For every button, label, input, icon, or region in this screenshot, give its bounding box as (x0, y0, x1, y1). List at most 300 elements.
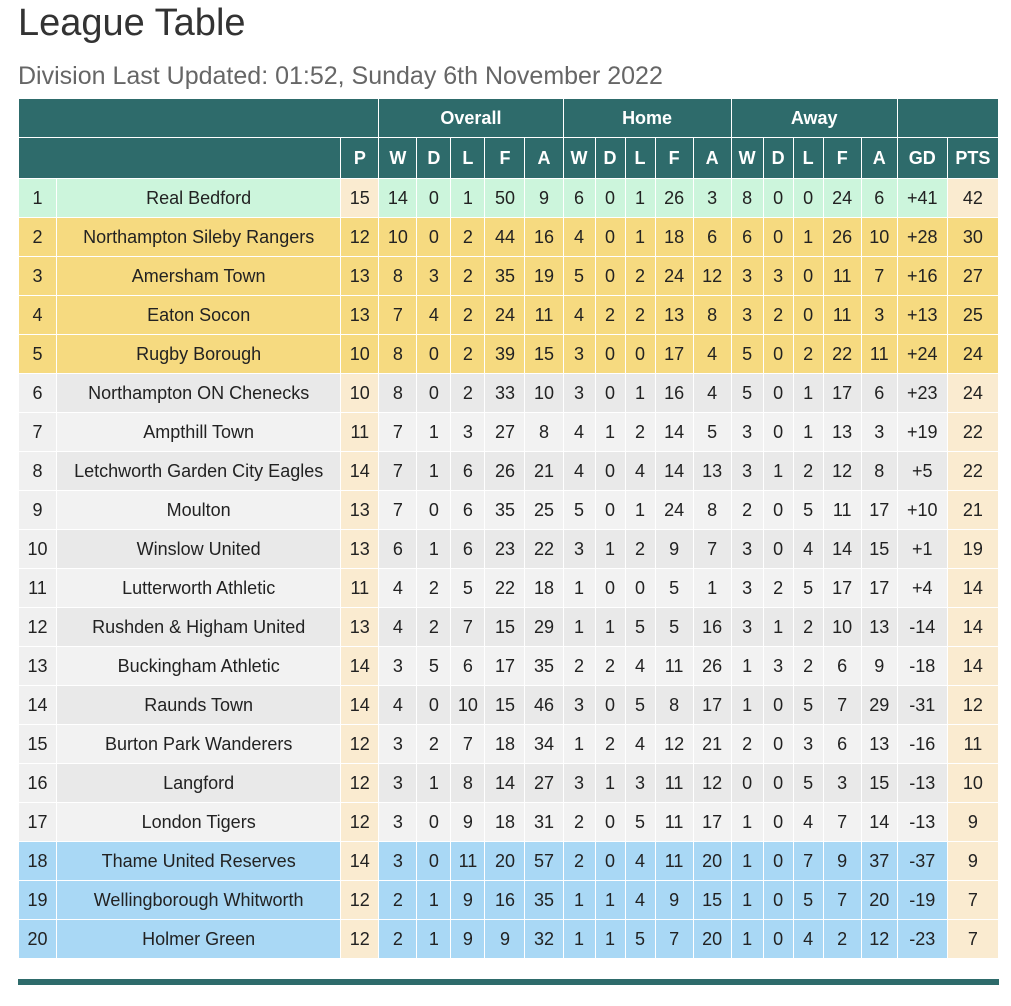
stat-cell-pts: 12 (947, 686, 998, 725)
stat-cell-away-a: 13 (861, 725, 897, 764)
stat-cell-home-d: 1 (595, 881, 625, 920)
column-header-home-a: A (693, 138, 731, 179)
stat-cell-overall-d: 1 (417, 881, 451, 920)
position-cell: 19 (19, 881, 57, 920)
stat-cell-gd: +1 (897, 530, 947, 569)
stat-cell-pts: 14 (947, 569, 998, 608)
stat-cell-away-a: 6 (861, 179, 897, 218)
stat-cell-overall-f: 15 (485, 608, 525, 647)
position-cell: 5 (19, 335, 57, 374)
stat-cell-overall-l: 7 (451, 725, 485, 764)
page-title: League Table (18, 2, 246, 44)
table-row (19, 569, 999, 608)
stat-cell-home-a: 4 (693, 335, 731, 374)
stat-cell-away-d: 0 (763, 920, 793, 959)
stat-cell-away-w: 8 (731, 179, 763, 218)
stat-cell-overall-d: 0 (417, 842, 451, 881)
stat-cell-home-a: 5 (693, 413, 731, 452)
column-header-p: P (341, 138, 379, 179)
stat-cell-away-d: 2 (763, 296, 793, 335)
position-cell: 20 (19, 920, 57, 959)
team-name-cell: Rushden & Higham United (57, 608, 341, 647)
stat-cell-away-w: 3 (731, 608, 763, 647)
stat-cell-overall-a: 25 (525, 491, 563, 530)
team-name-cell: Ampthill Town (57, 413, 341, 452)
column-header-away-l: L (793, 138, 823, 179)
stat-cell-home-l: 3 (625, 764, 655, 803)
stat-cell-overall-w: 7 (379, 452, 417, 491)
stat-cell-overall-f: 9 (485, 920, 525, 959)
group-header-row (19, 99, 999, 138)
stat-cell-home-w: 3 (563, 530, 595, 569)
stat-cell-away-l: 3 (793, 725, 823, 764)
column-header-home-l: L (625, 138, 655, 179)
stat-cell-overall-w: 8 (379, 374, 417, 413)
stat-cell-away-l: 4 (793, 803, 823, 842)
stat-cell-home-d: 2 (595, 647, 625, 686)
stat-cell-pts: 27 (947, 257, 998, 296)
stat-cell-overall-d: 2 (417, 608, 451, 647)
position-cell: 14 (19, 686, 57, 725)
stat-cell-away-d: 0 (763, 842, 793, 881)
stat-cell-home-l: 5 (625, 608, 655, 647)
stat-cell-home-d: 0 (595, 491, 625, 530)
stat-cell-pts: 22 (947, 413, 998, 452)
team-name-cell: Lutterworth Athletic (57, 569, 341, 608)
stat-cell-overall-w: 4 (379, 686, 417, 725)
stat-cell-home-d: 2 (595, 296, 625, 335)
position-cell: 8 (19, 452, 57, 491)
team-name-cell: Langford (57, 764, 341, 803)
stat-cell-overall-f: 18 (485, 725, 525, 764)
stat-cell-away-a: 11 (861, 335, 897, 374)
stat-cell-away-f: 2 (823, 920, 861, 959)
stat-cell-away-l: 2 (793, 647, 823, 686)
stat-cell-home-f: 11 (655, 647, 693, 686)
team-name-cell: Real Bedford (57, 179, 341, 218)
position-cell: 7 (19, 413, 57, 452)
position-cell: 2 (19, 218, 57, 257)
stat-cell-overall-w: 6 (379, 530, 417, 569)
stat-cell-pts: 14 (947, 647, 998, 686)
stat-cell-overall-f: 17 (485, 647, 525, 686)
stat-cell-home-d: 1 (595, 920, 625, 959)
stat-cell-p: 14 (341, 647, 379, 686)
stat-cell-away-f: 9 (823, 842, 861, 881)
stat-cell-overall-f: 15 (485, 686, 525, 725)
stat-cell-overall-l: 7 (451, 608, 485, 647)
stat-cell-away-a: 6 (861, 374, 897, 413)
stat-cell-overall-a: 46 (525, 686, 563, 725)
stat-cell-overall-w: 14 (379, 179, 417, 218)
stat-cell-p: 13 (341, 296, 379, 335)
stat-cell-overall-d: 1 (417, 920, 451, 959)
stat-cell-away-w: 3 (731, 569, 763, 608)
column-header-overall-w: W (379, 138, 417, 179)
stat-cell-away-w: 6 (731, 218, 763, 257)
stat-cell-home-f: 5 (655, 569, 693, 608)
stat-cell-pts: 11 (947, 725, 998, 764)
stat-cell-overall-l: 2 (451, 296, 485, 335)
stat-cell-overall-d: 0 (417, 179, 451, 218)
stat-cell-home-l: 0 (625, 335, 655, 374)
stat-cell-overall-w: 2 (379, 920, 417, 959)
position-cell: 3 (19, 257, 57, 296)
stat-cell-away-l: 2 (793, 335, 823, 374)
stat-cell-away-w: 3 (731, 413, 763, 452)
team-name-cell: Winslow United (57, 530, 341, 569)
stat-cell-overall-w: 8 (379, 257, 417, 296)
stat-cell-away-w: 3 (731, 452, 763, 491)
stat-cell-home-l: 1 (625, 218, 655, 257)
stat-cell-home-f: 18 (655, 218, 693, 257)
stat-cell-away-l: 4 (793, 530, 823, 569)
stat-cell-home-w: 1 (563, 725, 595, 764)
stat-cell-overall-w: 3 (379, 764, 417, 803)
stat-cell-p: 13 (341, 608, 379, 647)
stat-cell-away-a: 3 (861, 413, 897, 452)
team-name-cell: Burton Park Wanderers (57, 725, 341, 764)
stat-cell-gd: -19 (897, 881, 947, 920)
stat-cell-overall-a: 18 (525, 569, 563, 608)
position-cell: 17 (19, 803, 57, 842)
position-cell: 16 (19, 764, 57, 803)
stat-cell-home-a: 7 (693, 530, 731, 569)
stat-cell-home-d: 1 (595, 764, 625, 803)
stat-cell-away-l: 7 (793, 842, 823, 881)
position-cell: 15 (19, 725, 57, 764)
table-row (19, 881, 999, 920)
stat-cell-overall-l: 9 (451, 803, 485, 842)
position-cell: 4 (19, 296, 57, 335)
stat-cell-overall-a: 8 (525, 413, 563, 452)
table-row (19, 218, 999, 257)
stat-cell-away-w: 3 (731, 257, 763, 296)
team-name-cell: Moulton (57, 491, 341, 530)
stat-cell-home-w: 3 (563, 374, 595, 413)
stat-cell-home-a: 21 (693, 725, 731, 764)
stat-cell-away-w: 1 (731, 803, 763, 842)
stat-cell-home-a: 20 (693, 842, 731, 881)
stat-cell-overall-f: 39 (485, 335, 525, 374)
position-cell: 6 (19, 374, 57, 413)
stat-cell-overall-f: 22 (485, 569, 525, 608)
stat-cell-p: 14 (341, 842, 379, 881)
stat-cell-overall-l: 3 (451, 413, 485, 452)
stat-cell-away-f: 11 (823, 491, 861, 530)
stat-cell-away-l: 4 (793, 920, 823, 959)
stat-cell-pts: 7 (947, 920, 998, 959)
stat-cell-home-w: 1 (563, 569, 595, 608)
team-name-cell: Thame United Reserves (57, 842, 341, 881)
stat-cell-overall-f: 16 (485, 881, 525, 920)
column-header-pts: PTS (947, 138, 998, 179)
stat-cell-gd: +16 (897, 257, 947, 296)
stat-cell-home-l: 2 (625, 413, 655, 452)
stat-cell-p: 14 (341, 686, 379, 725)
stat-cell-overall-d: 1 (417, 530, 451, 569)
stat-cell-away-l: 1 (793, 374, 823, 413)
stat-cell-gd: +5 (897, 452, 947, 491)
stat-cell-home-l: 2 (625, 530, 655, 569)
stat-cell-overall-f: 26 (485, 452, 525, 491)
stat-cell-gd: -37 (897, 842, 947, 881)
stat-cell-home-d: 0 (595, 569, 625, 608)
stat-cell-p: 12 (341, 803, 379, 842)
league-table-body (19, 179, 999, 959)
stat-cell-p: 12 (341, 881, 379, 920)
stat-cell-home-d: 0 (595, 686, 625, 725)
stat-cell-home-l: 5 (625, 686, 655, 725)
stat-cell-away-d: 1 (763, 608, 793, 647)
stat-cell-overall-d: 3 (417, 257, 451, 296)
stat-cell-home-a: 12 (693, 257, 731, 296)
stat-cell-pts: 21 (947, 491, 998, 530)
stat-cell-p: 15 (341, 179, 379, 218)
stat-cell-overall-d: 0 (417, 803, 451, 842)
group-header-away: Away (731, 99, 897, 138)
stat-cell-home-f: 24 (655, 257, 693, 296)
stat-cell-away-f: 26 (823, 218, 861, 257)
last-updated-subtitle: Division Last Updated: 01:52, Sunday 6th November 2022 (18, 62, 663, 90)
stat-cell-home-f: 11 (655, 842, 693, 881)
stat-cell-away-f: 11 (823, 257, 861, 296)
stat-cell-home-w: 3 (563, 686, 595, 725)
table-row (19, 920, 999, 959)
team-name-cell: Eaton Socon (57, 296, 341, 335)
stat-cell-overall-d: 4 (417, 296, 451, 335)
stat-cell-home-f: 14 (655, 452, 693, 491)
stat-cell-overall-a: 35 (525, 881, 563, 920)
stat-cell-gd: +24 (897, 335, 947, 374)
stat-cell-away-l: 0 (793, 257, 823, 296)
stat-cell-away-f: 7 (823, 881, 861, 920)
stat-cell-overall-d: 2 (417, 725, 451, 764)
column-header-overall-d: D (417, 138, 451, 179)
column-header-away-a: A (861, 138, 897, 179)
stat-cell-away-a: 7 (861, 257, 897, 296)
table-footer-bar (18, 979, 999, 985)
stat-cell-away-a: 14 (861, 803, 897, 842)
stat-cell-overall-a: 16 (525, 218, 563, 257)
stat-cell-overall-a: 19 (525, 257, 563, 296)
stat-cell-overall-f: 35 (485, 257, 525, 296)
team-name-cell: Raunds Town (57, 686, 341, 725)
stat-cell-away-d: 0 (763, 803, 793, 842)
stat-cell-home-w: 1 (563, 920, 595, 959)
stat-cell-home-f: 5 (655, 608, 693, 647)
stat-cell-away-d: 0 (763, 179, 793, 218)
stat-cell-p: 14 (341, 452, 379, 491)
stat-cell-away-d: 2 (763, 569, 793, 608)
stat-cell-p: 12 (341, 218, 379, 257)
stat-cell-overall-f: 27 (485, 413, 525, 452)
stat-cell-overall-l: 9 (451, 920, 485, 959)
stat-cell-overall-d: 0 (417, 686, 451, 725)
stat-cell-home-a: 16 (693, 608, 731, 647)
stat-cell-pts: 24 (947, 335, 998, 374)
stat-cell-overall-a: 22 (525, 530, 563, 569)
column-header-home-d: D (595, 138, 625, 179)
stat-cell-gd: -13 (897, 803, 947, 842)
stat-cell-p: 13 (341, 257, 379, 296)
stat-cell-home-d: 0 (595, 374, 625, 413)
group-header-blank-right (897, 99, 998, 138)
stat-cell-home-l: 2 (625, 257, 655, 296)
table-row (19, 179, 999, 218)
stat-cell-home-f: 11 (655, 764, 693, 803)
stat-cell-home-f: 24 (655, 491, 693, 530)
stat-cell-away-w: 1 (731, 842, 763, 881)
stat-cell-home-d: 0 (595, 218, 625, 257)
stat-cell-overall-d: 0 (417, 374, 451, 413)
table-row (19, 530, 999, 569)
stat-cell-away-l: 0 (793, 179, 823, 218)
stat-cell-gd: +4 (897, 569, 947, 608)
stat-cell-home-d: 2 (595, 725, 625, 764)
stat-cell-away-l: 1 (793, 218, 823, 257)
stat-cell-home-l: 4 (625, 725, 655, 764)
stat-cell-overall-w: 4 (379, 569, 417, 608)
stat-cell-home-w: 2 (563, 647, 595, 686)
group-header-blank (19, 99, 379, 138)
stat-cell-overall-f: 20 (485, 842, 525, 881)
stat-cell-home-f: 9 (655, 881, 693, 920)
stat-cell-pts: 19 (947, 530, 998, 569)
stat-cell-away-f: 11 (823, 296, 861, 335)
stat-cell-overall-a: 35 (525, 647, 563, 686)
stat-cell-overall-l: 10 (451, 686, 485, 725)
stat-cell-away-f: 17 (823, 569, 861, 608)
stat-cell-overall-l: 2 (451, 374, 485, 413)
stat-cell-gd: -13 (897, 764, 947, 803)
column-header-overall-l: L (451, 138, 485, 179)
stat-cell-away-w: 2 (731, 725, 763, 764)
team-name-cell: Holmer Green (57, 920, 341, 959)
stat-cell-p: 12 (341, 725, 379, 764)
stat-cell-away-a: 17 (861, 491, 897, 530)
stat-cell-pts: 9 (947, 803, 998, 842)
stat-cell-away-a: 3 (861, 296, 897, 335)
column-header-team (19, 138, 341, 179)
stat-cell-home-w: 4 (563, 296, 595, 335)
stat-cell-p: 11 (341, 413, 379, 452)
stat-cell-home-f: 8 (655, 686, 693, 725)
stat-cell-overall-f: 50 (485, 179, 525, 218)
table-row (19, 842, 999, 881)
stat-cell-away-d: 3 (763, 257, 793, 296)
stat-cell-away-d: 0 (763, 881, 793, 920)
stat-cell-home-d: 0 (595, 257, 625, 296)
stat-cell-home-f: 12 (655, 725, 693, 764)
team-name-cell: Letchworth Garden City Eagles (57, 452, 341, 491)
stat-cell-pts: 24 (947, 374, 998, 413)
column-header-gd: GD (897, 138, 947, 179)
stat-cell-away-w: 1 (731, 647, 763, 686)
stat-cell-away-f: 7 (823, 803, 861, 842)
stat-cell-home-l: 0 (625, 569, 655, 608)
stat-cell-home-f: 17 (655, 335, 693, 374)
stat-cell-home-a: 13 (693, 452, 731, 491)
stat-cell-home-l: 5 (625, 920, 655, 959)
stat-cell-overall-f: 44 (485, 218, 525, 257)
stat-cell-overall-l: 8 (451, 764, 485, 803)
stat-cell-away-f: 3 (823, 764, 861, 803)
column-header-home-w: W (563, 138, 595, 179)
table-row (19, 296, 999, 335)
stat-cell-home-f: 16 (655, 374, 693, 413)
table-row (19, 764, 999, 803)
stat-cell-away-d: 0 (763, 413, 793, 452)
stat-cell-away-w: 1 (731, 920, 763, 959)
stat-cell-away-l: 1 (793, 413, 823, 452)
stat-cell-away-f: 6 (823, 725, 861, 764)
stat-cell-overall-d: 1 (417, 413, 451, 452)
stat-cell-home-l: 1 (625, 374, 655, 413)
stat-cell-home-d: 1 (595, 530, 625, 569)
stat-cell-p: 12 (341, 764, 379, 803)
stat-cell-away-a: 15 (861, 764, 897, 803)
team-name-cell: London Tigers (57, 803, 341, 842)
stat-cell-away-w: 1 (731, 686, 763, 725)
stat-cell-overall-l: 5 (451, 569, 485, 608)
stat-cell-pts: 9 (947, 842, 998, 881)
stat-cell-gd: +41 (897, 179, 947, 218)
stat-cell-home-f: 14 (655, 413, 693, 452)
league-table (18, 98, 999, 959)
stat-cell-away-w: 3 (731, 530, 763, 569)
stat-cell-away-d: 0 (763, 686, 793, 725)
stat-cell-home-l: 4 (625, 647, 655, 686)
stat-cell-gd: -16 (897, 725, 947, 764)
stat-cell-overall-f: 24 (485, 296, 525, 335)
stat-cell-overall-l: 2 (451, 218, 485, 257)
stat-cell-overall-l: 1 (451, 179, 485, 218)
stat-cell-home-a: 15 (693, 881, 731, 920)
stat-cell-home-f: 26 (655, 179, 693, 218)
team-name-cell: Rugby Borough (57, 335, 341, 374)
stat-cell-overall-w: 8 (379, 335, 417, 374)
stat-cell-overall-a: 34 (525, 725, 563, 764)
stat-cell-gd: +19 (897, 413, 947, 452)
stat-cell-overall-f: 14 (485, 764, 525, 803)
stat-cell-home-a: 8 (693, 296, 731, 335)
stat-cell-away-w: 0 (731, 764, 763, 803)
stat-cell-gd: +10 (897, 491, 947, 530)
stat-cell-overall-w: 3 (379, 647, 417, 686)
stat-cell-away-w: 3 (731, 296, 763, 335)
stat-cell-home-a: 3 (693, 179, 731, 218)
stat-cell-away-d: 0 (763, 218, 793, 257)
stat-cell-home-d: 1 (595, 413, 625, 452)
stat-cell-home-w: 2 (563, 803, 595, 842)
stat-cell-overall-w: 3 (379, 725, 417, 764)
stat-cell-home-f: 7 (655, 920, 693, 959)
stat-cell-home-l: 4 (625, 452, 655, 491)
stat-cell-home-d: 0 (595, 335, 625, 374)
stat-cell-away-a: 9 (861, 647, 897, 686)
stat-cell-home-w: 5 (563, 491, 595, 530)
stat-cell-overall-w: 2 (379, 881, 417, 920)
stat-cell-home-w: 4 (563, 218, 595, 257)
stat-cell-home-w: 5 (563, 257, 595, 296)
stat-cell-home-d: 0 (595, 179, 625, 218)
stat-cell-away-a: 12 (861, 920, 897, 959)
stat-cell-away-w: 5 (731, 335, 763, 374)
position-cell: 11 (19, 569, 57, 608)
stat-cell-home-a: 17 (693, 686, 731, 725)
stat-cell-away-w: 2 (731, 491, 763, 530)
